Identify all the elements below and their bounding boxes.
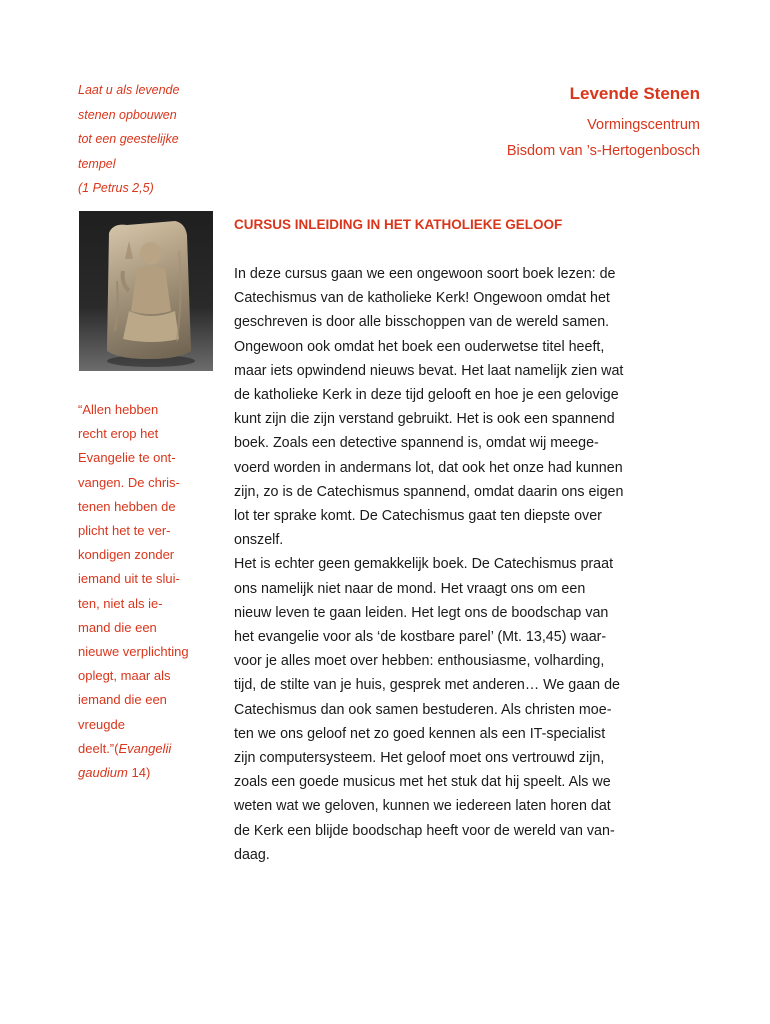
body-line: zijn, zo is de Catechismus spannend, omdat daarin ons eigen xyxy=(234,483,624,500)
pope-quote xyxy=(78,398,218,785)
motto-line: stenen opbouwen xyxy=(78,107,177,122)
quote-end: deelt.”( xyxy=(78,740,119,756)
quote-line: ten, niet als ie- xyxy=(78,595,163,611)
quote-source-number: 14) xyxy=(127,765,151,781)
motto-line: Laat u als levende xyxy=(78,83,180,97)
quote-line: kondigen zonder xyxy=(78,547,175,563)
body-line: zoals een goede musicus met het stuk dat hij speelt. Als we xyxy=(234,774,611,791)
quote-line: vreugde xyxy=(78,716,125,732)
body-line: de katholieke Kerk in deze tijd gelooft en hoe je een gelovige xyxy=(234,387,619,404)
organization-diocese: Bisdom van ’s-Hertogenbosch xyxy=(506,143,700,159)
body-line: Ongewoon ook omdat het boek een ouderwetse titel heeft, xyxy=(234,338,605,355)
motto-quote xyxy=(78,78,218,201)
quote-line: vangen. De chris- xyxy=(78,474,180,490)
quote-line: iemand uit te slui- xyxy=(78,571,180,587)
quote-line: Evangelie te ont- xyxy=(78,450,176,466)
body-line: nieuw leven te gaan leiden. Het legt ons de boodschap van xyxy=(234,604,609,621)
body-line: tijd, de stilte van je huis, gesprek met anderen… We gaan de xyxy=(234,677,620,694)
body-line: ten we ons geloof net zo goed kennen als een IT-specialist xyxy=(234,725,606,742)
organization-subtitle: Vormingscentrum xyxy=(587,117,700,133)
body-line: het evangelie voor als ‘de kostbare parel’ (Mt. 13,45) waar- xyxy=(234,629,607,646)
body-line: voerd worden in andermans lot, dat ook het onze had kunnen xyxy=(234,459,623,476)
body-line: boek. Zoals een detective spannend is, omdat wij meege- xyxy=(234,435,599,452)
body-line: voor je alles moet over hebben: enthousiasme, volharding, xyxy=(234,653,605,670)
body-line: In deze cursus gaan we een ongewoon soort boek lezen: de xyxy=(234,266,616,282)
body-line: ons namelijk niet naar de mond. Het vraagt ons om een xyxy=(234,580,586,597)
stone-relief-image xyxy=(79,211,213,371)
stone-relief-illustration xyxy=(79,211,213,371)
quote-line: “Allen hebben xyxy=(78,402,159,417)
body-line: geschreven is door alle bisschoppen van de wereld samen. xyxy=(234,314,610,331)
quote-line-source xyxy=(78,761,218,785)
body-line: maar iets opwindend nieuws bevat. Het laat namelijk zien wat xyxy=(234,362,624,379)
quote-line: mand die een xyxy=(78,619,157,635)
body-line: kunt zijn die zijn verstand gebruikt. Het is ook een spannend xyxy=(234,411,615,428)
body-line: Het is echter geen gemakkelijk boek. De Catechismus praat xyxy=(234,556,614,573)
motto-line: tot een geestelijke xyxy=(78,132,179,146)
body-line: daag. xyxy=(234,846,270,863)
body-line: de Kerk een blijde boodschap heeft voor de wereld van van- xyxy=(234,822,615,839)
body-line: onszelf. xyxy=(234,532,284,549)
body-line: weten wat we geloven, kunnen we iedereen laten horen dat xyxy=(234,798,611,815)
body-line: Catechismus van de katholieke Kerk! Ongewoon omdat het xyxy=(234,290,610,307)
quote-source-title: Evangelii xyxy=(118,740,172,756)
course-title: CURSUS INLEIDING IN HET KATHOLIEKE GELOOF xyxy=(234,217,563,232)
quote-source-title: gaudium xyxy=(78,765,128,781)
quote-line: nieuwe verplichting xyxy=(78,644,189,660)
organization-name: Levende Stenen xyxy=(569,84,700,103)
quote-line: recht erop het xyxy=(78,426,159,442)
body-text xyxy=(234,262,623,867)
organization-header xyxy=(507,82,700,160)
motto-line: (1 Petrus 2,5) xyxy=(78,181,154,195)
body-line: Catechismus dan ook samen bestuderen. Als christen moe- xyxy=(234,701,612,718)
motto-line: tempel xyxy=(78,156,116,171)
quote-line: iemand die een xyxy=(78,692,167,708)
body-line: lot ter sprake komt. De Catechismus gaat ten diepste over xyxy=(234,508,602,525)
quote-line-source xyxy=(78,737,218,761)
quote-line: plicht het te ver- xyxy=(78,523,171,539)
body-line: zijn computersysteem. Het geloof moet ons vertrouwd zijn, xyxy=(234,750,605,767)
quote-line: tenen hebben de xyxy=(78,498,176,514)
quote-line: oplegt, maar als xyxy=(78,668,171,684)
